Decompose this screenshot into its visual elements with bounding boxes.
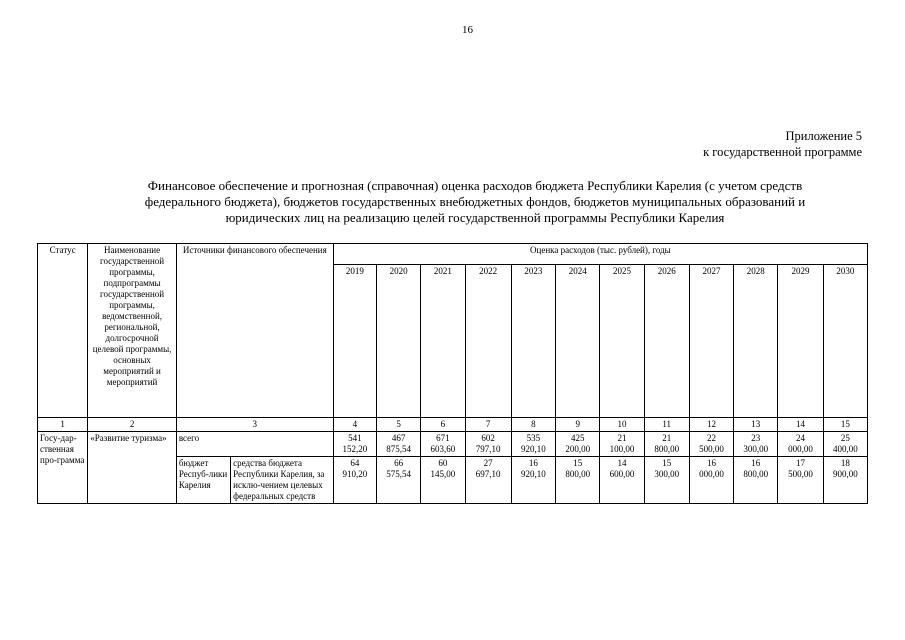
title-line-2: федерального бюджета), бюджетов государственных внебюджетных фондов, бюджетов муниципальных образований и: [144, 194, 806, 209]
value-part: 17: [796, 458, 806, 468]
total-value-cell: [556, 432, 600, 457]
value-part: 64: [350, 458, 360, 468]
value-part: 800,00: [565, 469, 591, 479]
budget-value-cell: [823, 457, 867, 504]
status-cell: Госу-дар-ственная про-грамма: [38, 432, 88, 504]
value-part: 800,00: [654, 444, 680, 454]
title-line-1: Финансовое обеспечение и прогнозная (справочная) оценка расходов бюджета Республики Карелия (с учетом средств: [147, 178, 803, 193]
total-value-cell: [644, 432, 689, 457]
year-cell: 2023: [511, 265, 555, 418]
value-part: 400,00: [832, 444, 858, 454]
value-part: 23: [751, 433, 761, 443]
year-cell: 2027: [689, 265, 733, 418]
header-sources: Источники финансового обеспечения: [176, 244, 333, 418]
title-line-3: юридических лиц на реализацию целей государственной программы Республики Карелия: [225, 210, 725, 225]
year-cell: 2029: [778, 265, 823, 418]
total-label-cell: всего: [176, 432, 333, 457]
value-part: 797,10: [475, 444, 501, 454]
value-part: 25: [840, 433, 850, 443]
value-part: 16: [528, 458, 538, 468]
value-part: 66: [394, 458, 404, 468]
budget-value-cell: [465, 457, 511, 504]
appendix-label: [703, 128, 862, 160]
value-part: 800,00: [743, 469, 769, 479]
budget-sub-label-cell: средства бюджета Республики Карелия, за исклю-чением целевых федеральных средств: [231, 457, 334, 504]
total-value-cell: [734, 432, 778, 457]
value-part: 15: [573, 458, 583, 468]
appendix-line-2: к государственной программе: [703, 145, 862, 159]
value-part: 910,20: [342, 469, 368, 479]
value-part: 602: [481, 433, 495, 443]
value-part: 600,00: [609, 469, 635, 479]
value-part: 100,00: [609, 444, 635, 454]
value-part: 000,00: [788, 444, 813, 454]
value-part: 21: [662, 433, 672, 443]
year-cell: 2028: [734, 265, 778, 418]
year-cell: 2024: [556, 265, 600, 418]
value-part: 425: [570, 433, 585, 443]
column-number-cell: 2: [88, 418, 177, 432]
value-part: 697,10: [475, 469, 501, 479]
value-part: 300,00: [743, 444, 769, 454]
budget-value-cell: [333, 457, 376, 504]
value-part: 16: [706, 458, 716, 468]
value-part: 152,20: [342, 444, 368, 454]
column-number-cell: 10: [600, 418, 644, 432]
column-number-cell: 9: [556, 418, 600, 432]
value-part: 500,00: [788, 469, 813, 479]
header-row: [38, 244, 868, 265]
value-part: 15: [662, 458, 672, 468]
year-cell: 2030: [823, 265, 867, 418]
total-value-cell: [689, 432, 733, 457]
financing-table: [37, 243, 868, 504]
document-title: [70, 178, 880, 226]
value-part: 24: [796, 433, 806, 443]
budget-value-cell: [778, 457, 823, 504]
value-part: 000,00: [699, 469, 724, 479]
column-number-cell: 5: [377, 418, 421, 432]
total-value-cell: [333, 432, 376, 457]
column-number-cell: 12: [689, 418, 733, 432]
total-value-cell: [778, 432, 823, 457]
value-part: 300,00: [654, 469, 680, 479]
value-part: 200,00: [565, 444, 591, 454]
table-row-total: [38, 432, 868, 457]
budget-value-cell: [689, 457, 733, 504]
total-value-cell: [465, 432, 511, 457]
year-cell: 2021: [421, 265, 465, 418]
appendix-line-1: Приложение 5: [785, 129, 862, 143]
value-part: 920,10: [521, 469, 546, 479]
value-part: 21: [617, 433, 627, 443]
budget-value-cell: [556, 457, 600, 504]
value-part: 900,00: [832, 469, 858, 479]
year-cell: 2019: [333, 265, 376, 418]
column-number-cell: 15: [823, 418, 867, 432]
column-number-cell: 14: [778, 418, 823, 432]
column-number-cell: 1: [38, 418, 88, 432]
total-value-cell: [600, 432, 644, 457]
year-cell: 2020: [377, 265, 421, 418]
value-part: 60: [438, 458, 448, 468]
header-status: Статус: [38, 244, 88, 418]
value-part: 603,60: [430, 444, 456, 454]
program-name-cell: «Развитие туризма»: [88, 432, 177, 504]
value-part: 467: [391, 433, 406, 443]
column-number-cell: 11: [644, 418, 689, 432]
column-number-cell: 3: [176, 418, 333, 432]
total-value-cell: [823, 432, 867, 457]
page-number: 16: [462, 24, 473, 36]
value-part: 22: [706, 433, 716, 443]
value-part: 145,00: [430, 469, 456, 479]
column-number-cell: 4: [333, 418, 376, 432]
value-part: 16: [751, 458, 761, 468]
value-part: 671: [436, 433, 450, 443]
column-number-row: [38, 418, 868, 432]
year-cell: 2022: [465, 265, 511, 418]
budget-value-cell: [644, 457, 689, 504]
total-value-cell: [377, 432, 421, 457]
value-part: 875,54: [386, 444, 411, 454]
column-number-cell: 8: [511, 418, 555, 432]
column-number-cell: 7: [465, 418, 511, 432]
budget-label-cell: бюджет Респуб-лики Карелия: [176, 457, 230, 504]
budget-value-cell: [511, 457, 555, 504]
value-part: 920,10: [521, 444, 546, 454]
column-number-cell: 13: [734, 418, 778, 432]
value-part: 575,54: [386, 469, 411, 479]
value-part: 500,00: [699, 444, 724, 454]
value-part: 18: [840, 458, 850, 468]
value-part: 541: [348, 433, 362, 443]
header-estimate: Оценка расходов (тыс. рублей), годы: [333, 244, 867, 265]
total-value-cell: [421, 432, 465, 457]
total-value-cell: [511, 432, 555, 457]
value-part: 535: [526, 433, 541, 443]
year-cell: 2026: [644, 265, 689, 418]
year-cell: 2025: [600, 265, 644, 418]
header-name: Наименование государственной программы, подпрограммы государственной программы, ведомственной, региональной, долгосрочной целевой программы, основных мероприятий и мероприятий: [88, 244, 177, 418]
column-number-cell: 6: [421, 418, 465, 432]
value-part: 14: [617, 458, 627, 468]
budget-value-cell: [421, 457, 465, 504]
value-part: 27: [483, 458, 493, 468]
budget-value-cell: [377, 457, 421, 504]
budget-value-cell: [734, 457, 778, 504]
budget-value-cell: [600, 457, 644, 504]
